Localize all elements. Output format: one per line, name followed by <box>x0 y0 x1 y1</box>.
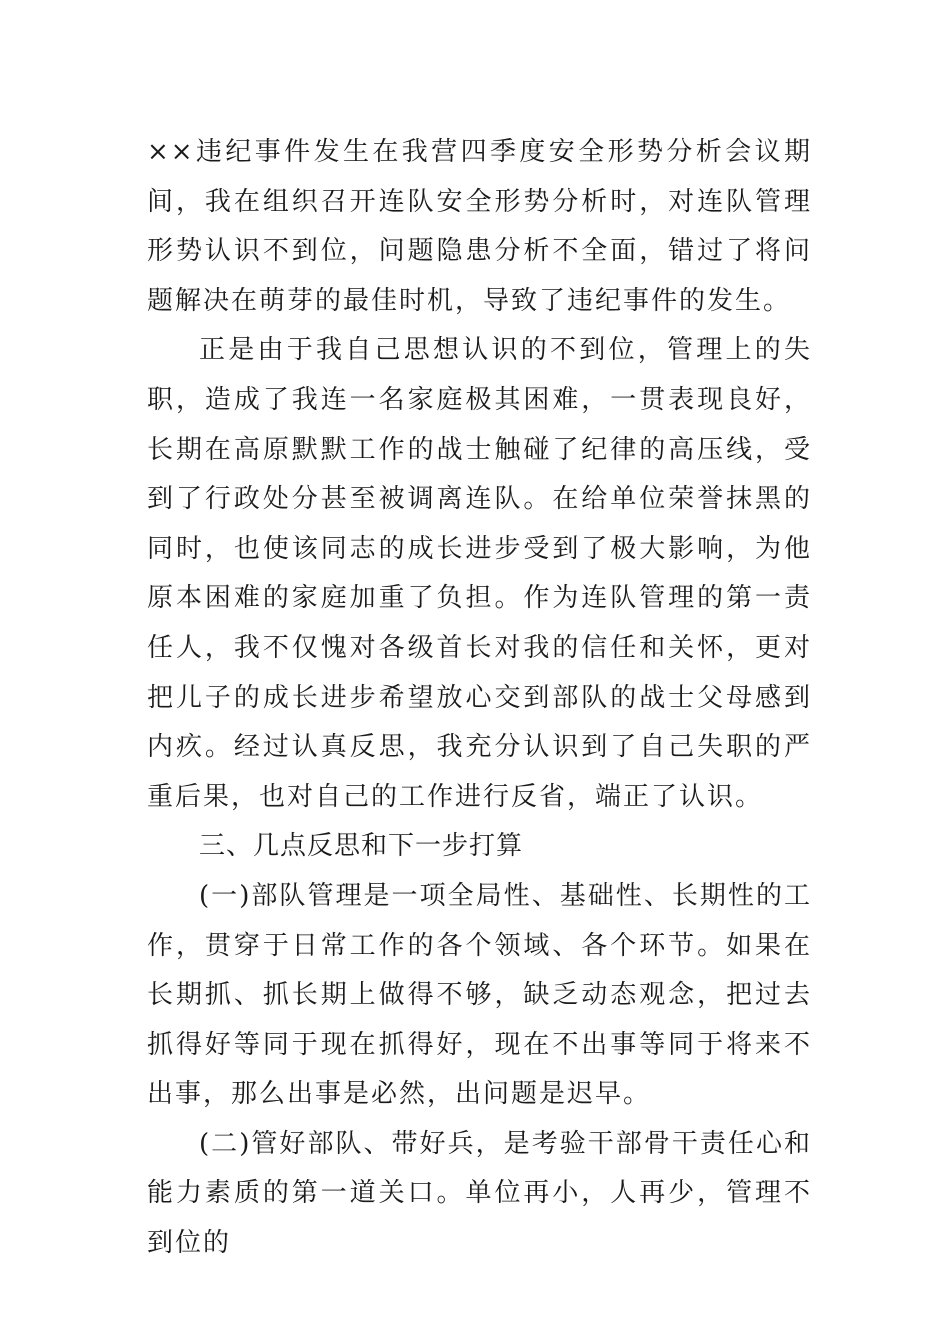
paragraph-point-two: (二)管好部队、带好兵，是考验干部骨干责任心和能力素质的第一道关口。单位再小，人再少，管理不到位的 <box>147 1128 812 1259</box>
paragraph-self-reflection: 正是由于我自己思想认识的不到位，管理上的失职，造成了我连一名家庭极其困难，一贯表现良好，长期在高原默默工作的战士触碰了纪律的高压线，受到了行政处分甚至被调离连队。在给单位荣誉抹黑的同时，也使该同志的成长进步受到了极大影响，为他原本困难的家庭加重了负担。作为连队管理的第一责任人，我不仅愧对各级首长对我的信任和关怀，更对把儿子的成长进步希望放心交到部队的战士父母感到内疚。经过认真反思，我充分认识到了自己失职的严重后果，也对自己的工作进行反省，端正了认识。 <box>147 335 812 812</box>
document-body <box>147 128 812 1269</box>
paragraph-violation-event: ××违纪事件发生在我营四季度安全形势分析会议期间，我在组织召开连队安全形势分析时，对连队管理形势认识不到位，问题隐患分析不全面，错过了将问题解决在萌芽的最佳时机，导致了违纪事件的发生。 <box>147 137 812 316</box>
paragraph-point-one: (一)部队管理是一项全局性、基础性、长期性的工作，贯穿于日常工作的各个领域、各个环节。如果在长期抓、抓长期上做得不够，缺乏动态观念，把过去抓得好等同于现在抓得好，现在不出事等同于将来不出事，那么出事是必然，出问题是迟早。 <box>147 880 812 1110</box>
section-heading-reflections: 三、几点反思和下一步打算 <box>199 831 524 862</box>
